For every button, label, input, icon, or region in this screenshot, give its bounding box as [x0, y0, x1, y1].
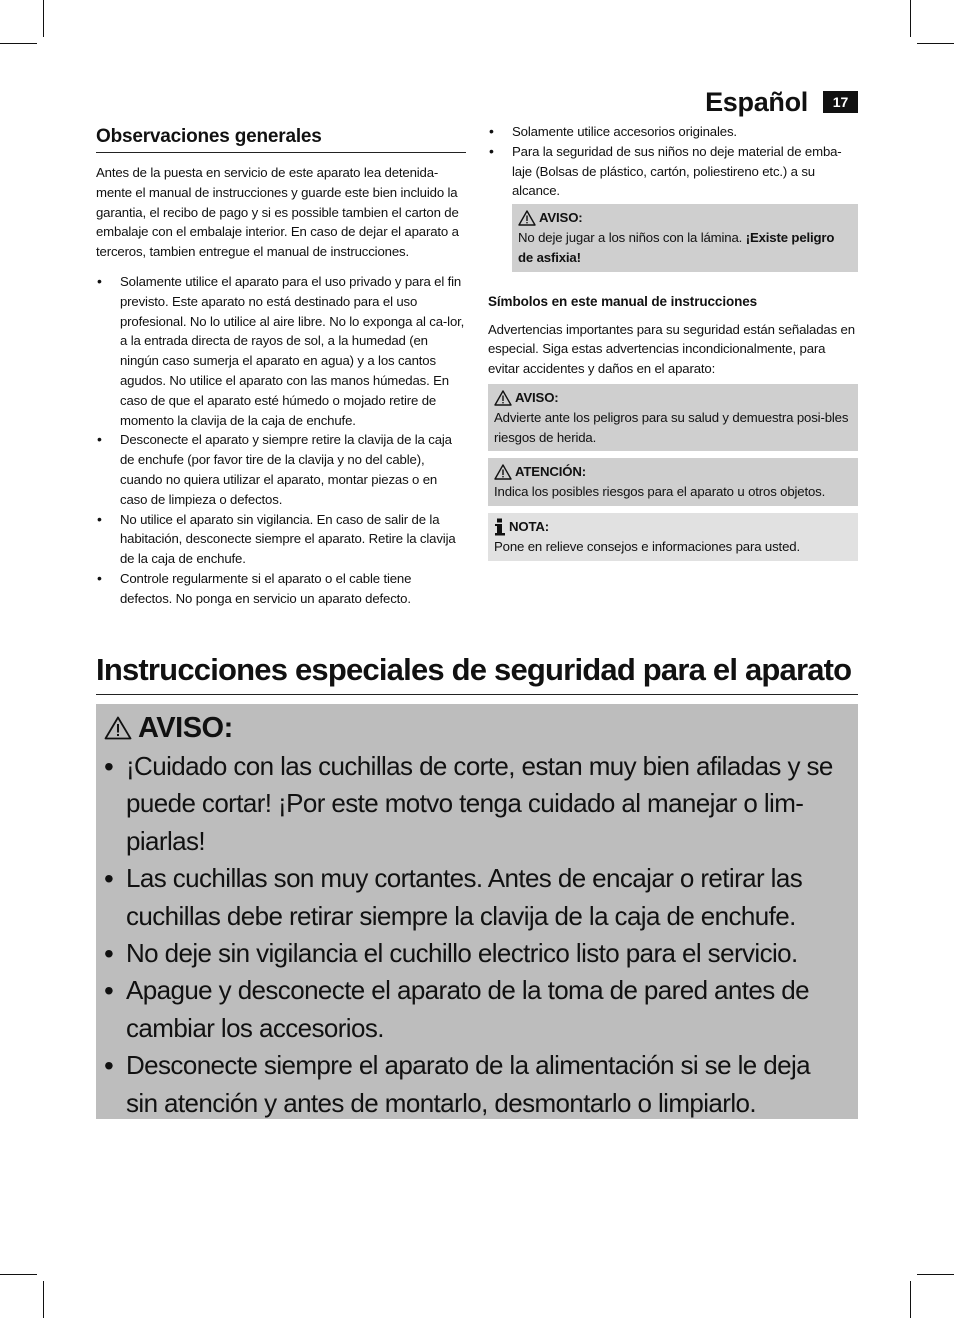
warning-symbol-box: [488, 384, 858, 451]
warning-label: AVISO:: [138, 712, 233, 744]
box-text: Advierte ante los peligros para su salud y demuestra posi-bles riesgos de herida.: [494, 409, 849, 445]
list-item: • No utilice el aparato sin vigilancia. En caso de salir de la habitación, desconecte siempre el aparato. Retire la clavija de la caja de enchufe.: [96, 510, 466, 569]
page-number: 17: [823, 91, 858, 113]
general-bullet-list: [96, 272, 466, 609]
note-symbol-box: [488, 513, 858, 561]
crop-mark: [43, 1281, 44, 1318]
section-title: Observaciones generales: [96, 124, 466, 153]
special-warning-box: [96, 704, 858, 1119]
general-bullet-list-continued: [488, 122, 858, 201]
list-item: • Solamente utilice accesorios originales.: [488, 122, 858, 142]
list-item: • ¡Cuidado con las cuchillas de corte, estan muy bien afiladas y se puede cortar! ¡Por este motvo tenga cuidado al manejar o lim-piarlas!: [104, 748, 848, 860]
crop-mark: [910, 0, 911, 37]
box-text: Indica los posibles riesgos para el aparato u otros objetos.: [494, 484, 826, 500]
list-item: • Solamente utilice el aparato para el uso privado y para el fin previsto. Este aparato no está destinado para el uso profesional. No lo utilice al aire libre. No lo exponga al ca-lor, a la entrada directa de rayos de sol, a la humedad (en ningún caso sumerja el aparato en agua) y a los cantos agudos. No utilice el aparato con las manos húmedas. En caso de que el aparato esté húmedo o mojado retire de momento la clavija de la caja de enchufe.: [96, 272, 466, 430]
special-instructions-title: Instrucciones especiales de seguridad para el aparato: [96, 648, 858, 695]
info-icon: [494, 518, 506, 536]
warning-box: [512, 204, 858, 271]
crop-mark: [43, 0, 44, 37]
general-observations-section: [96, 124, 466, 609]
symbols-intro: Advertencias importantes para su seguridad están señaladas en especial. Siga estas advertencias incondicionalmente, para evitar accidentes y daños en el aparato:: [488, 321, 855, 377]
language-header: Español: [705, 87, 808, 117]
list-item: • Las cuchillas son muy cortantes. Antes de encajar o retirar las cuchillas debe retirar siempre la clavija de la caja de enchufe.: [104, 860, 848, 935]
warning-triangle-icon: [494, 464, 512, 480]
crop-mark: [910, 1281, 911, 1318]
crop-mark: [917, 1274, 954, 1275]
crop-mark: [917, 43, 954, 44]
box-label: NOTA:: [509, 518, 550, 534]
special-bullet-list: [104, 748, 848, 1122]
right-column: [488, 124, 858, 561]
caution-symbol-box: [488, 458, 858, 506]
warning-triangle-icon: [494, 390, 512, 406]
list-item: • Para la seguridad de sus niños no deje material de emba-laje (Bolsas de plástico, cartón, poliestireno etc.) a su alcance.: [488, 142, 858, 201]
list-item: • No deje sin vigilancia el cuchillo electrico listo para el servicio.: [104, 935, 848, 972]
box-label: AVISO:: [539, 210, 583, 226]
list-item: • Desconecte siempre el aparato de la alimentación si se le deja sin atención y antes de montarlo, desmontarlo o limpiarlo.: [104, 1047, 848, 1122]
intro-paragraph: Antes de la puesta en servicio de este aparato lea detenida-mente el manual de instrucciones y guarde este bien incluido la garantia, el recibo de pago y si es possible tambien el carton de embalaje con el embalaje interior. En caso de dejar el aparato a terceros, tambien entregue el manual de instrucciones.: [96, 165, 459, 260]
symbols-title: Símbolos en este manual de instrucciones: [488, 293, 758, 309]
box-text: Pone en relieve consejos e informaciones para usted.: [494, 538, 800, 554]
list-item: • Apague y desconecte el aparato de la toma de pared antes de cambiar los accesorios.: [104, 972, 848, 1047]
warning-triangle-icon: [104, 716, 132, 740]
warning-triangle-icon: [518, 210, 536, 226]
crop-mark: [0, 1274, 37, 1275]
box-label: AVISO:: [515, 389, 559, 405]
list-item: • Controle regularmente si el aparato o el cable tiene defectos. No ponga en servicio un aparato defecto.: [96, 569, 466, 609]
box-label: ATENCIÓN:: [515, 464, 586, 480]
box-text: No deje jugar a los niños con la lámina. ¡Existe peligro de asfixia!: [518, 229, 835, 265]
crop-mark: [0, 43, 37, 44]
list-item: • Desconecte el aparato y siempre retire la clavija de la caja de enchufe (por favor tire de la clavija y no del cable), cuando no quiera utilizar el aparato, montar piezas o en caso de limpieza o defectos.: [96, 430, 466, 509]
